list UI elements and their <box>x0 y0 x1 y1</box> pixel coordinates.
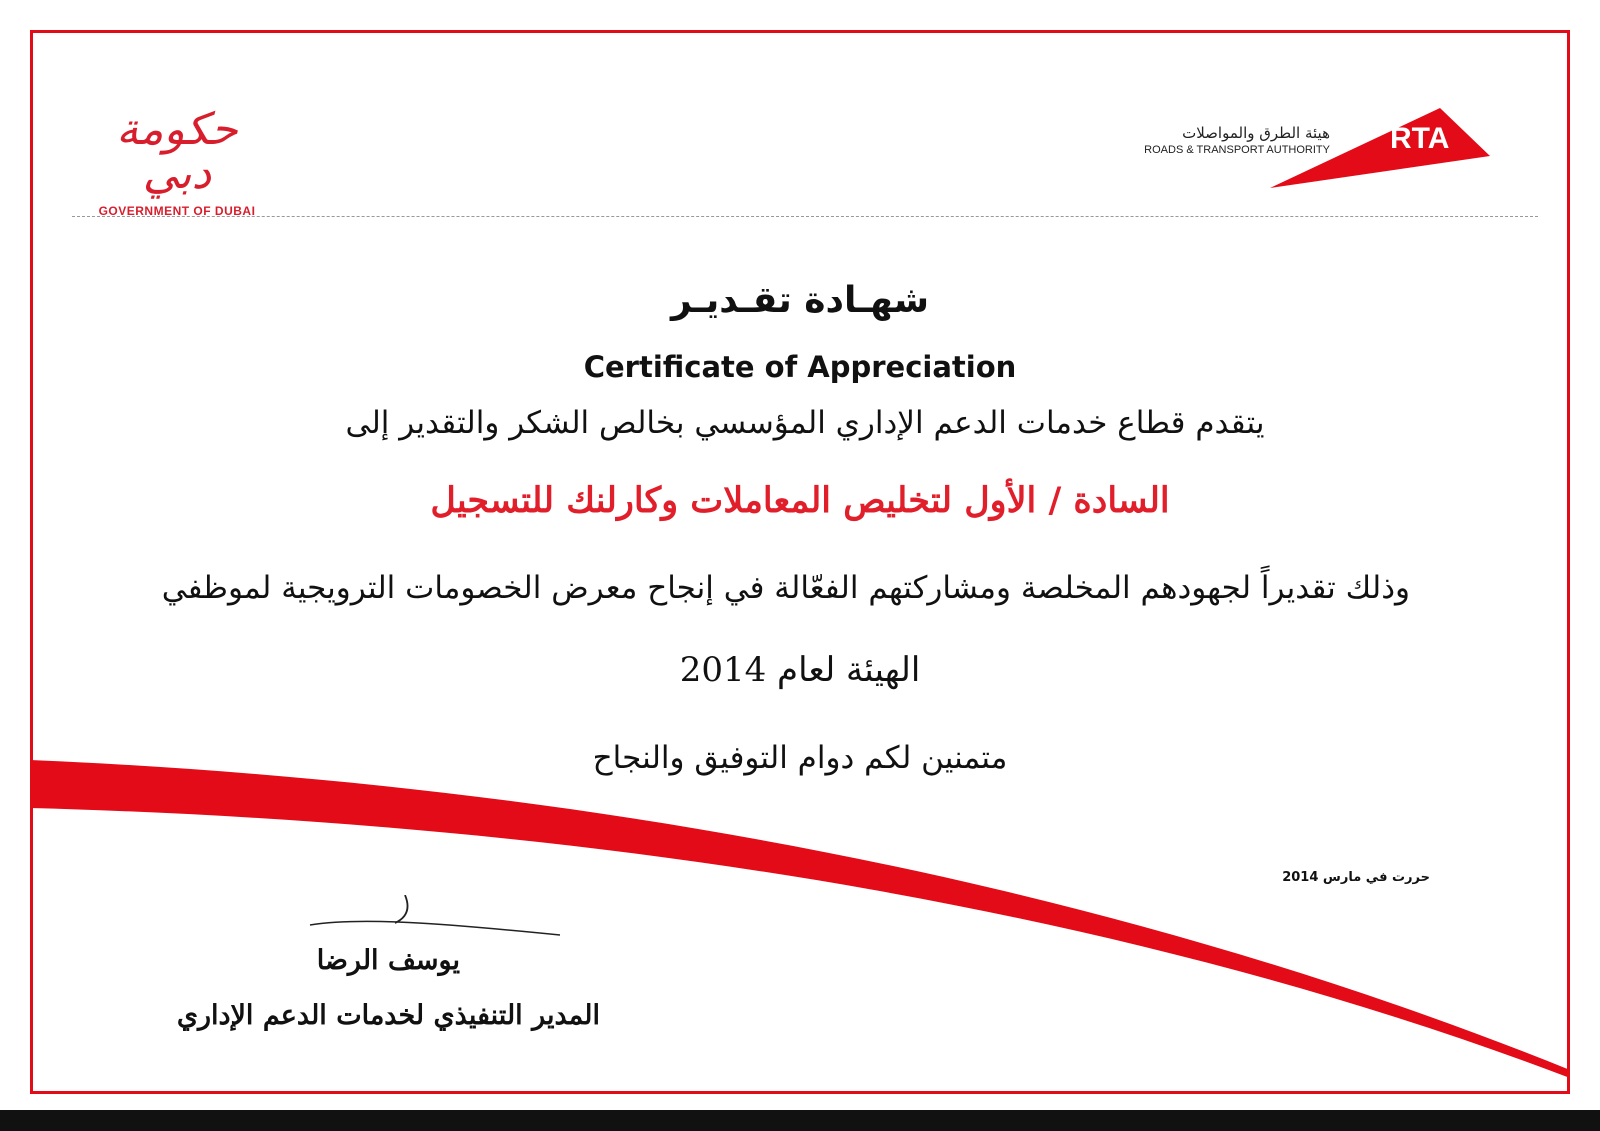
wishes-text: متمنين لكم دوام التوفيق والنجاح <box>592 740 1008 776</box>
appreciation-reason: وذلك تقديراً لجهودهم المخلصة ومشاركتهم الفعّالة في إنجاح معرض الخصومات الترويجية لموظفي <box>161 570 1410 606</box>
intro-text: يتقدم قطاع خدمات الدعم الإداري المؤسسي بخالص الشكر والتقدير إلى <box>345 405 1265 441</box>
rta-logo <box>1070 100 1530 200</box>
rta-name-english: ROADS & TRANSPORT AUTHORITY <box>1144 144 1330 156</box>
rta-name-arabic: هيئة الطرق والمواصلات <box>1182 124 1330 142</box>
scan-edge-shadow <box>0 1110 1600 1131</box>
certificate-title-arabic: شهـادة تقـديـر <box>671 280 929 321</box>
year-line: الهيئة لعام 2014 <box>679 650 921 690</box>
signatory-name: يوسف الرضا <box>316 945 460 976</box>
certificate-title-english: Certificate of Appreciation <box>583 350 1017 384</box>
header-divider <box>72 216 1538 217</box>
rta-abbreviation: RTA <box>1390 122 1450 155</box>
government-logo-arabic: حكومة دبي <box>116 104 238 199</box>
recipient-name: السادة / الأول لتخليص المعاملات وكارلنك للتسجيل <box>430 480 1170 521</box>
signatory-title: المدير التنفيذي لخدمات الدعم الإداري <box>176 1000 600 1031</box>
government-of-dubai-logo <box>82 104 272 218</box>
issue-date: حررت في مارس 2014 <box>1282 870 1430 885</box>
government-logo-english: GOVERNMENT OF DUBAI <box>98 204 256 218</box>
